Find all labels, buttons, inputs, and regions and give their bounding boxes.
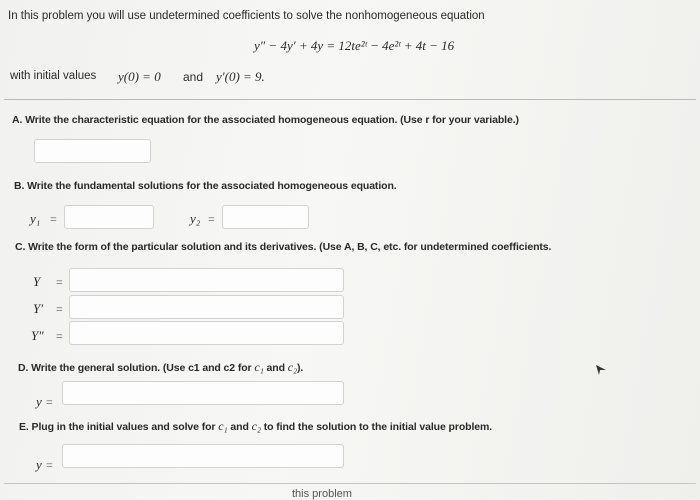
general-y-equals: = [46, 395, 53, 409]
initial-condition-2: y′(0) = 9. [216, 69, 265, 84]
y2-equals: = [208, 212, 215, 226]
characteristic-equation-input[interactable] [34, 139, 151, 163]
general-y-label: y [36, 394, 42, 409]
initial-values-label: with initial values [10, 70, 97, 82]
cursor-arrow-icon [596, 362, 606, 372]
initial-condition-1: y(0) = 0 [118, 69, 161, 84]
part-d-and: and [266, 362, 285, 374]
ivp-y-label: y [36, 457, 42, 472]
part-e-and: and [230, 421, 249, 433]
part-d-c2: c₂ [287, 360, 298, 374]
Y-input[interactable] [69, 268, 344, 292]
part-e-c2: c₂ [251, 419, 261, 433]
part-e-end: to find the solution to the initial value problem. [263, 421, 493, 433]
part-d-prompt [18, 360, 303, 375]
part-d-c1: c₁ [254, 360, 264, 374]
y2-label: y₂ [190, 211, 201, 226]
Yp-label: Y′ [33, 301, 44, 316]
Y-equals: = [56, 275, 63, 289]
Yp-input[interactable] [69, 295, 344, 319]
part-e-c1: c₁ [218, 419, 228, 433]
bottom-divider [4, 483, 696, 484]
general-solution-input[interactable] [62, 381, 344, 405]
y2-input[interactable] [222, 205, 309, 229]
part-e-prompt-start: E. Plug in the initial values and solve for [19, 421, 216, 433]
y1-input[interactable] [64, 205, 154, 229]
initial-and: and [183, 70, 204, 84]
part-d-prompt-start: D. Write the general solution. (Use c1 and c2 for [18, 362, 252, 374]
y1-label: y₁ [30, 211, 41, 226]
part-c-prompt: C. Write the form of the particular solution and its derivatives. (Use A, B, C, etc. for undetermined coefficients. [15, 241, 552, 253]
footer-text-cut: this problem [292, 488, 352, 500]
Ypp-equals: = [56, 329, 63, 343]
Ypp-input[interactable] [69, 321, 344, 345]
Y-label: Y [33, 274, 41, 289]
part-b-prompt: B. Write the fundamental solutions for the associated homogeneous equation. [14, 180, 397, 192]
intro-text: In this problem you will use undetermined coefficients to solve the nonhomogeneous equation [8, 10, 485, 22]
part-a-prompt: A. Write the characteristic equation for the associated homogeneous equation. (Use r for your variable.) [12, 114, 519, 126]
differential-equation: y″ − 4y′ + 4y = 12te²ᵗ − 4e²ᵗ + 4t − 16 [254, 38, 455, 53]
Ypp-label: Y″ [31, 328, 44, 343]
Yp-equals: = [56, 302, 63, 316]
divider [4, 99, 696, 100]
ivp-solution-input[interactable] [62, 444, 344, 468]
part-d-end: ). [297, 362, 304, 374]
ivp-y-equals: = [46, 458, 53, 472]
part-e-prompt [19, 419, 492, 434]
y1-equals: = [50, 212, 57, 226]
